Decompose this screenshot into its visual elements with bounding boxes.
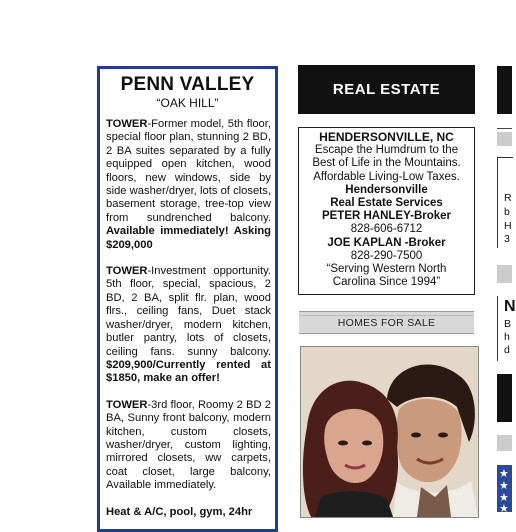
listing-text: Heat & A/C, pool, gym, 24hr [106,505,253,518]
agent-line: Affordable Living-Low Taxes. [313,170,460,183]
agents-photo [300,346,479,518]
adjacent-grey-bar [497,265,512,283]
adjacent-letter: 3 [504,233,510,245]
adjacent-grey-bar [497,132,512,146]
agent-ad-box [298,127,475,295]
agent-city: HENDERSONVILLE, NC [319,130,454,144]
agent-line: Best of Life in the Mountains. [312,157,461,170]
adjacent-ad-box [497,296,516,361]
adjacent-grey-bar [497,435,512,451]
agent-phone: 828-290-7500 [350,249,423,262]
listing-highlight: $209,900/Currently rented at $1850, make an offer! [106,358,271,385]
svg-text:★: ★ [499,502,509,515]
adjacent-letter: R [504,192,512,204]
adjacent-ad-box [497,157,513,248]
listing-item [106,399,271,493]
adjacent-header-block [497,66,512,114]
agent-phone: 828-606-6712 [350,223,423,236]
adjacent-letter: b [504,206,510,218]
listing-lead: TOWER [106,398,148,411]
svg-text:★: ★ [499,479,509,492]
listing-text: -Former model, 5th floor, special floor plan, stunning 2 BD, 2 BA suites separated by a fully equipped open kitchen, wood floors, new windows, side by side washer/dryer, lots of closets, basement storage, tree-top view from sundrenched balcony. [106,118,271,224]
svg-text:★: ★ [499,467,509,480]
adjacent-letter: d [504,344,510,356]
adjacent-header-block [497,374,512,422]
star-icon [497,465,512,515]
divider-line [497,128,512,129]
ad-title: PENN VALLEY [120,74,255,95]
adjacent-letter: H [504,220,512,232]
section-header: REAL ESTATE [298,65,475,114]
listing-text: -Investment opportunity. 5th floor, special, spacious, 2 BD, 2 BA, split flr. plan, wood flrs., ceiling fans, Duet stack washer/dryer, modern kitchen, butler pantry, lots of closets, ceiling fans. sunny balcony. [106,265,271,358]
adjacent-letter: B [504,318,512,330]
listing-lead: TOWER [106,265,148,278]
penn-valley-ad [97,66,278,532]
agent-company: Real Estate Services [330,197,443,210]
homes-for-sale-bar: HOMES FOR SALE [299,311,474,334]
ad-subtitle: “OAK HILL” [156,96,219,110]
agent-slogan: Carolina Since 1994” [332,276,441,289]
adjacent-letter: h [504,331,510,343]
adjacent-letter: N [504,298,516,315]
listing-lead: TOWER [106,118,148,130]
agent-company: Hendersonville [345,183,428,196]
listing-item [106,265,271,386]
agent-broker: PETER HANLEY-Broker [321,210,452,223]
flag-graphic [497,465,512,515]
agent-slogan: “Serving Western North [326,263,447,276]
agents-photo-illustration [301,347,478,517]
listing-item [106,506,271,519]
listing-item [106,118,271,252]
svg-text:★: ★ [499,491,509,504]
agent-line: Escape the Humdrum to the [314,144,459,157]
adjacent-column-edge [497,0,516,515]
listing-highlight: Available immediately! Asking $209,000 [106,225,271,251]
listing-text: -3rd floor, Roomy 2 BD 2 BA, Sunny front balcony, modern kitchen, custom closets, washer/dryer, custom lighting, mirrored closets, ww carpets, coat closet, large balcony, Available immediately. [106,398,271,492]
listings [100,110,275,519]
agent-broker: JOE KAPLAN -Broker [327,236,446,249]
